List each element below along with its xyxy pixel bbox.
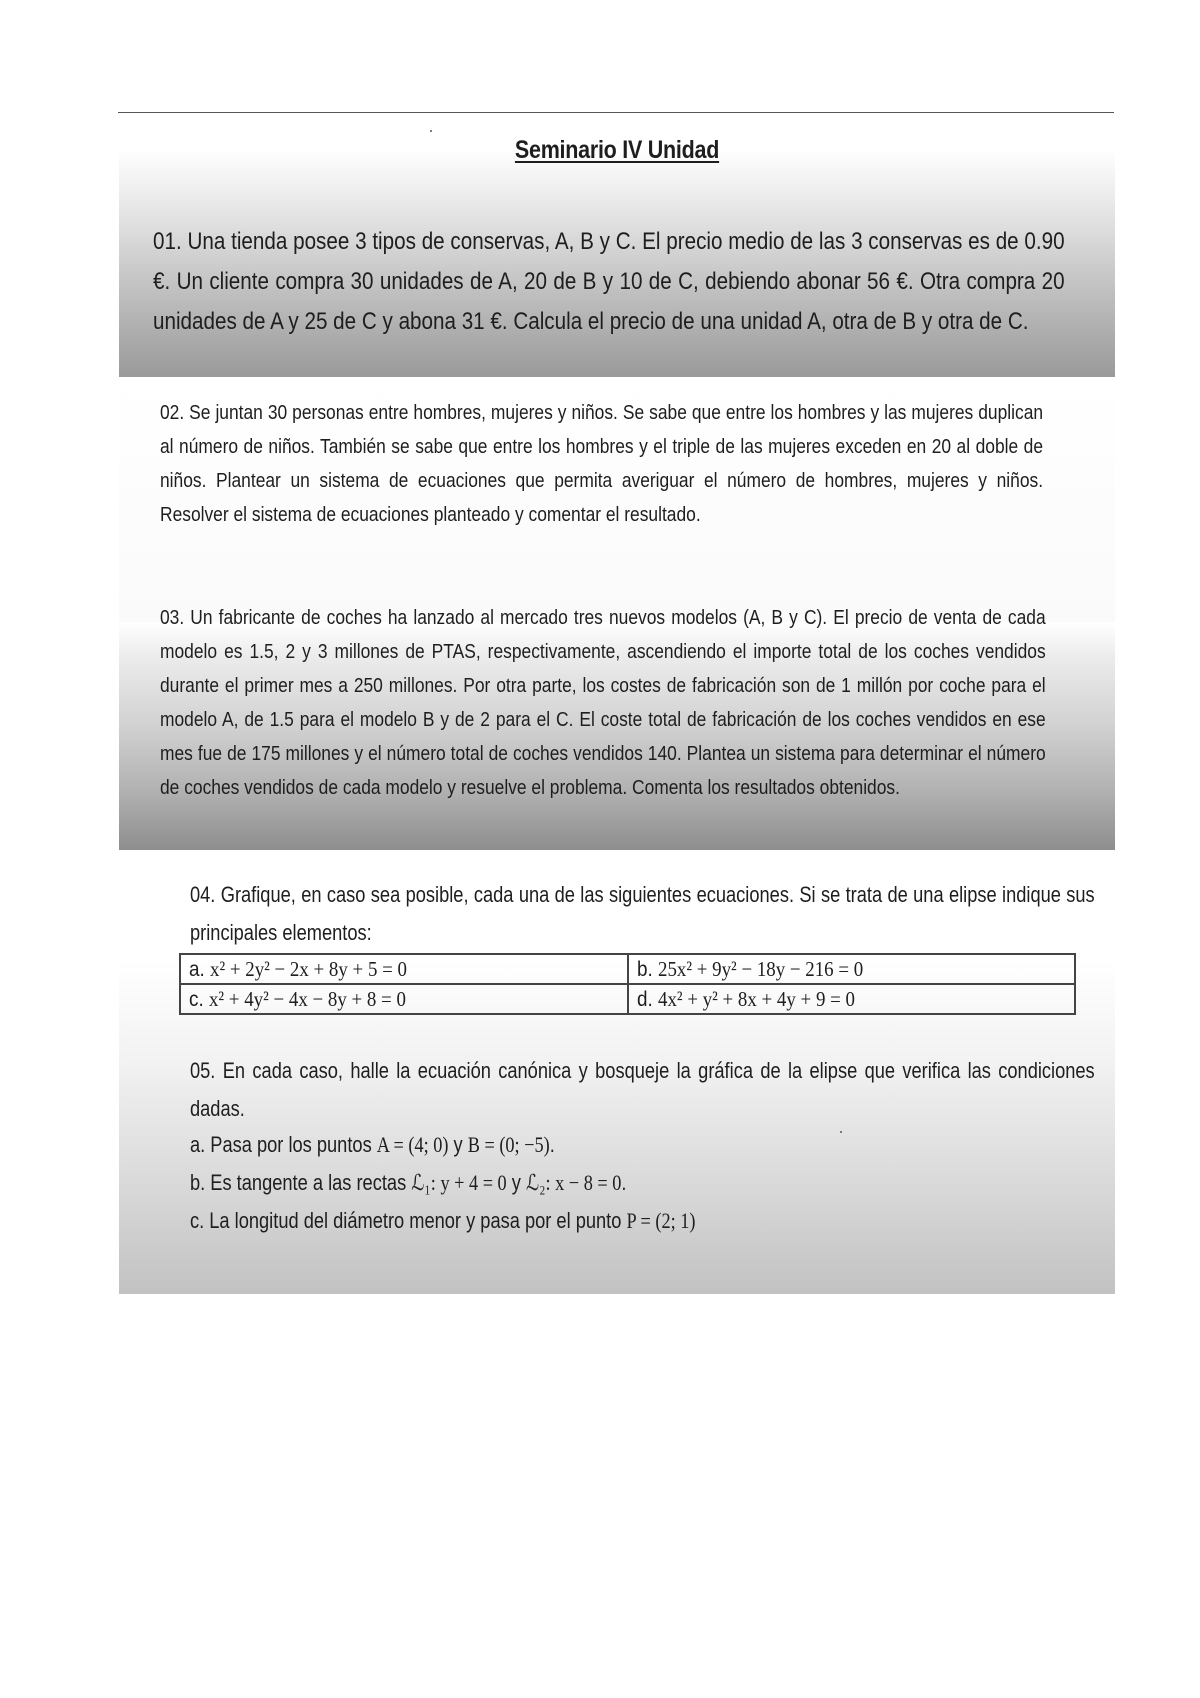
- equation-label-d: d.: [636, 987, 653, 1011]
- point-a: A = (4; 0): [376, 1132, 449, 1157]
- scan-speck: [430, 130, 432, 132]
- equations-table: [179, 953, 1076, 1015]
- condition-a-end: .: [549, 1132, 555, 1157]
- equation-label-a: a.: [189, 957, 205, 981]
- equation-label-b: b.: [636, 957, 653, 981]
- condition-a: [190, 1126, 1020, 1164]
- point-p: P = (2; 1): [626, 1208, 696, 1233]
- problem-03: 03. Un fabricante de coches ha lanzado al mercado tres nuevos modelos (A, B y C). El precio de venta de cada modelo es 1.5, 2 y 3 millones de PTAS, respectivamente, ascendiendo el importe total de los coches vendidos durante el primer mes a 250 millones. Por otra parte, los costes de fabricación son de 1 millón por coche para el modelo A, de 1.5 para el modelo B y de 2 para el C. El coste total de fabricación de los coches vendidos en ese mes fue de 175 millones y el número total de coches vendidos 140. Plantea un sistema para determinar el número de coches vendidos de cada modelo y resuelve el problema. Comenta los resultados obtenidos.: [160, 607, 1046, 799]
- equation-label-c: c.: [189, 987, 204, 1011]
- equation-cell-b: [628, 954, 1076, 984]
- equation-d: 4x² + y² + 8x + 4y + 9 = 0: [657, 986, 855, 1011]
- condition-b-end: .: [621, 1170, 627, 1195]
- problem-02: 02. Se juntan 30 personas entre hombres, mujeres y niños. Se sabe que entre los hombres y las mujeres duplican al número de niños. También se sabe que entre los hombres y el triple de las mujeres exceden en 20 al doble de niños. Plantear un sistema de ecuaciones que permita averiguar el número de hombres, mujeres y niños. Resolver el sistema de ecuaciones planteado y comentar el resultado.: [160, 402, 1044, 526]
- problem-04: 04. Grafique, en caso sea posible, cada una de las siguientes ecuaciones. Si se trata de una elipse indique sus principales elementos:: [190, 882, 1095, 945]
- equation-cell-a: [180, 954, 628, 984]
- equation-c: x² + 4y² − 4x − 8y + 8 = 0: [208, 986, 406, 1011]
- equations-row: [180, 954, 1075, 984]
- problem-05-conditions: [190, 1126, 1020, 1240]
- problem-01: 01. Una tienda posee 3 tipos de conservas, A, B y C. El precio medio de las 3 conservas es de 0.90 €. Un cliente compra 30 unidades de A, 20 de B y 10 de C, debiendo abonar 56 €. Otra compra 20 unidades de A y 25 de C y abona 31 €. Calcula el precio de una unidad A, otra de B y otra de C.: [153, 228, 1065, 335]
- equations-row: [180, 984, 1075, 1014]
- problem-05: 05. En cada caso, halle la ecuación canónica y bosqueje la gráfica de la elipse que verifica las condiciones dadas.: [190, 1058, 1095, 1121]
- condition-c: [190, 1202, 1020, 1240]
- equation-cell-c: [180, 984, 628, 1014]
- point-b: B = (0; −5): [467, 1132, 550, 1157]
- equation-cell-d: [628, 984, 1076, 1014]
- equation-a: x² + 2y² − 2x + 8y + 5 = 0: [210, 956, 407, 981]
- condition-b-mid: y: [506, 1170, 526, 1195]
- page-title: Seminario IV Unidad: [514, 136, 720, 164]
- condition-b: [190, 1164, 1020, 1202]
- condition-b-text: b. Es tangente a las rectas: [190, 1170, 412, 1195]
- line-l2: ℒ₂: x − 8 = 0: [525, 1170, 622, 1195]
- condition-a-mid: y: [448, 1132, 468, 1157]
- condition-a-text: a. Pasa por los puntos: [190, 1132, 377, 1157]
- condition-c-text: c. La longitud del diámetro menor y pasa por el punto: [190, 1208, 627, 1233]
- equation-b: 25x² + 9y² − 18y − 216 = 0: [657, 956, 863, 981]
- line-l1: ℒ₁: y + 4 = 0: [411, 1170, 507, 1195]
